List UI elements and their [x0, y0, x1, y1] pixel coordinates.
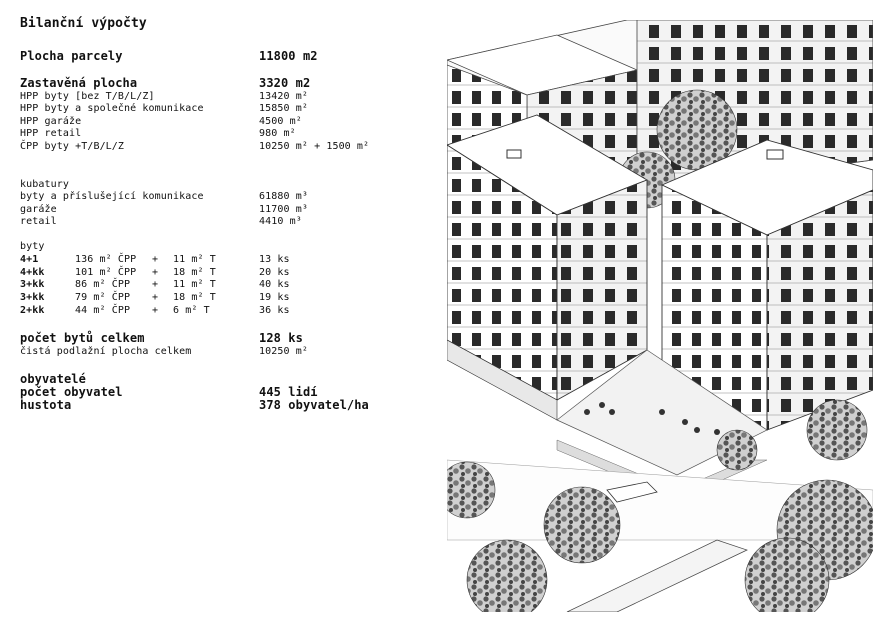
flat-type: 3+kk: [20, 279, 45, 290]
flats-total-value: 128 ks: [259, 331, 303, 345]
volume-heading: kubatury: [20, 179, 69, 190]
volume-row-value: 61880 m³: [259, 191, 308, 202]
flats-heading: byty: [20, 241, 45, 252]
plot-area-label: Plocha parcely: [20, 49, 123, 63]
built-area-label: Zastavěná plocha: [20, 76, 138, 90]
flat-area: 136 m² ČPP: [75, 254, 137, 265]
flat-terrace: 18 m² T: [173, 267, 216, 278]
flat-terrace: 11 m² T: [173, 254, 216, 265]
residents-count-value: 445 lidí: [259, 385, 318, 399]
flat-area: 101 m² ČPP: [75, 267, 137, 278]
flat-plus: +: [152, 254, 159, 265]
built-row-label: HPP byty a společné komunikace: [20, 103, 204, 114]
flat-terrace: 11 m² T: [173, 279, 216, 290]
flat-plus: +: [152, 292, 159, 303]
built-row-value: 13420 m²: [259, 91, 308, 102]
volume-row-label: retail: [20, 216, 57, 227]
flat-count: 20 ks: [259, 267, 290, 278]
floor-area-total-value: 10250 m²: [259, 346, 308, 357]
flat-terrace: 6 m² T: [173, 305, 210, 316]
flat-plus: +: [152, 267, 159, 278]
built-row-label: HPP retail: [20, 128, 82, 139]
floor-area-total-label: čistá podlažní plocha celkem: [20, 346, 192, 357]
plot-area-value: 11800 m2: [259, 49, 318, 63]
built-row-value: 15850 m²: [259, 103, 308, 114]
built-row-value: 980 m²: [259, 128, 296, 139]
built-row-value: 10250 m² + 1500 m²: [259, 141, 370, 152]
volume-row-value: 11700 m³: [259, 204, 308, 215]
volume-row-label: garáže: [20, 204, 57, 215]
density-value: 378 obyvatel/ha: [259, 398, 369, 412]
built-area-value: 3320 m2: [259, 76, 311, 90]
flat-count: 13 ks: [259, 254, 290, 265]
flat-type: 2+kk: [20, 305, 45, 316]
page-title: Bilanční výpočty: [20, 16, 147, 31]
flat-area: 79 m² ČPP: [75, 292, 131, 303]
flat-terrace: 18 m² T: [173, 292, 216, 303]
volume-row-value: 4410 m³: [259, 216, 302, 227]
axonometric-building-illustration: [447, 20, 873, 612]
flat-type: 3+kk: [20, 292, 45, 303]
built-row-label: HPP garáže: [20, 116, 82, 127]
volume-row-label: byty a příslušející komunikace: [20, 191, 204, 202]
flat-type: 4+kk: [20, 267, 45, 278]
residents-heading: obyvatelé: [20, 372, 86, 386]
flat-count: 36 ks: [259, 305, 290, 316]
flat-type: 4+1: [20, 254, 39, 265]
flat-area: 44 m² ČPP: [75, 305, 131, 316]
flat-plus: +: [152, 279, 159, 290]
flats-total-label: počet bytů celkem: [20, 331, 145, 345]
built-row-label: HPP byty [bez T/B/L/Z]: [20, 91, 155, 102]
flat-area: 86 m² ČPP: [75, 279, 131, 290]
flat-count: 19 ks: [259, 292, 290, 303]
density-label: hustota: [20, 398, 72, 412]
flat-plus: +: [152, 305, 159, 316]
built-row-label: ČPP byty +T/B/L/Z: [20, 141, 125, 152]
residents-count-label: počet obyvatel: [20, 385, 123, 399]
built-row-value: 4500 m²: [259, 116, 302, 127]
flat-count: 40 ks: [259, 279, 290, 290]
